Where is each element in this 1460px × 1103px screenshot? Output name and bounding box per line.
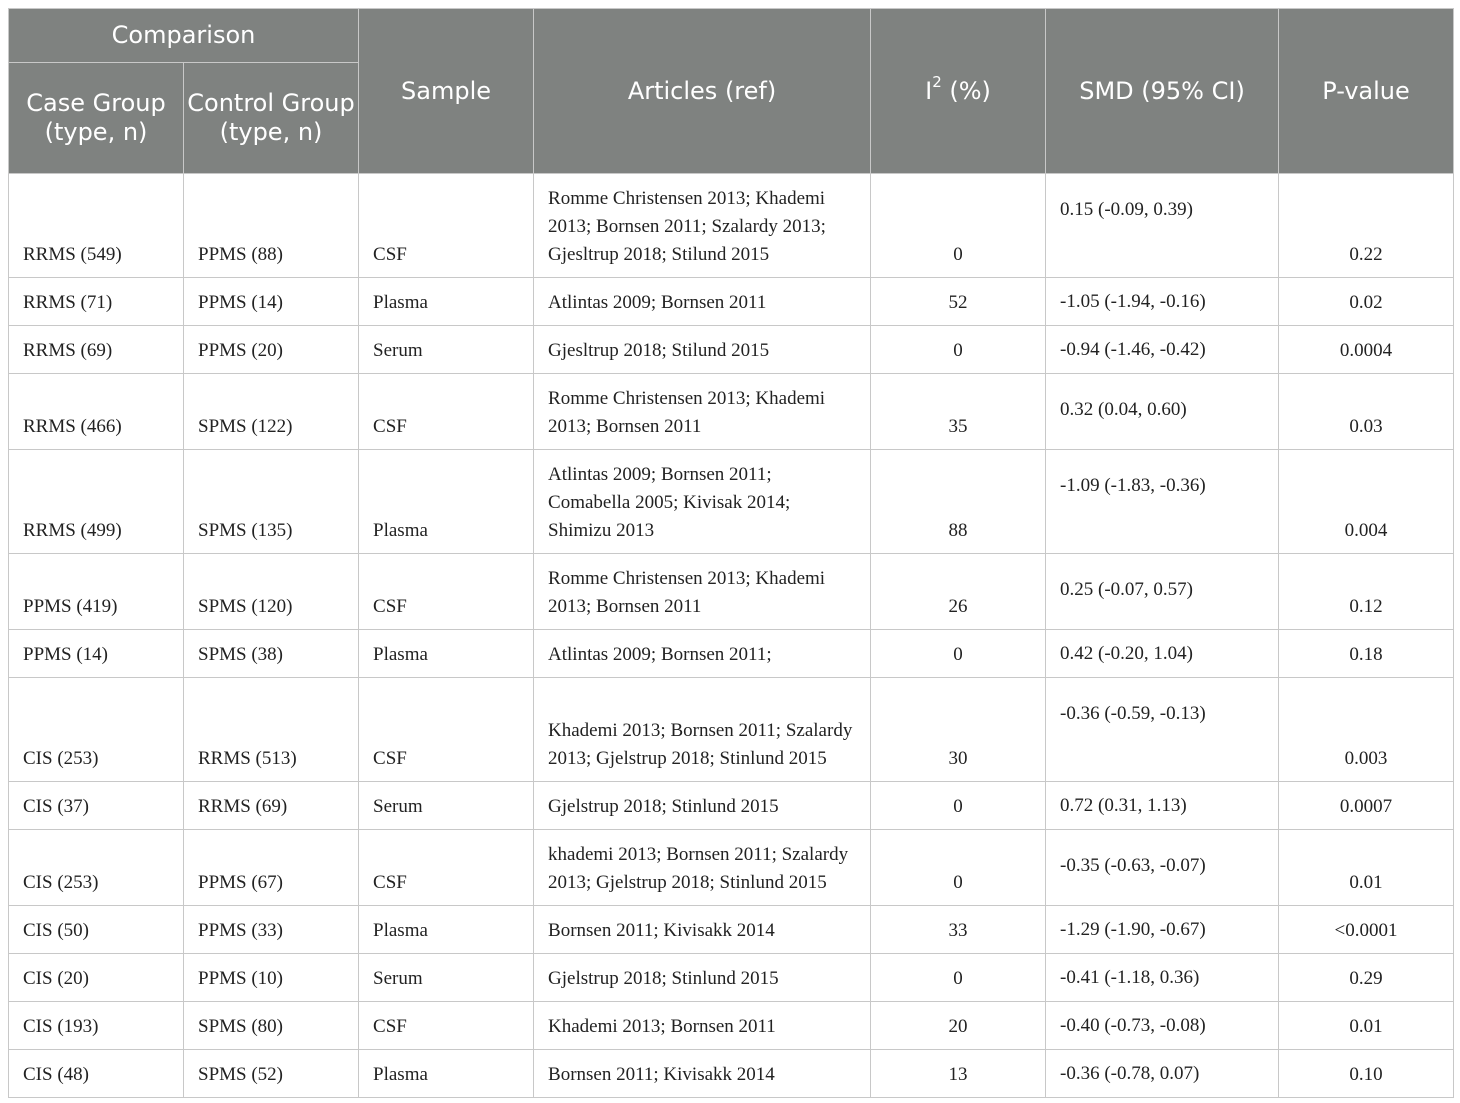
cell-p-value: 0.0007 [1279, 782, 1454, 830]
cell-i2: 33 [871, 906, 1046, 954]
header-i2-unit: (%) [941, 76, 991, 105]
cell-i2: 0 [871, 326, 1046, 374]
cell-sample: CSF [359, 554, 534, 630]
cell-smd: 0.42 (-0.20, 1.04) [1046, 630, 1279, 678]
header-case-group: Case Group (type, n) [9, 63, 184, 174]
cell-sample: Serum [359, 954, 534, 1002]
cell-articles: Atlintas 2009; Bornsen 2011; Comabella 2005; Kivisak 2014; Shimizu 2013 [534, 450, 871, 554]
cell-control: SPMS (80) [184, 1002, 359, 1050]
table-row [9, 326, 1454, 374]
cell-sample: Serum [359, 326, 534, 374]
cell-articles: Romme Christensen 2013; Khademi 2013; Bornsen 2011 [534, 554, 871, 630]
table-row [9, 830, 1454, 906]
cell-p-value: 0.004 [1279, 450, 1454, 554]
header-sample: Sample [359, 9, 534, 174]
cell-sample: Plasma [359, 278, 534, 326]
cell-p-value: 0.18 [1279, 630, 1454, 678]
cell-articles: khademi 2013; Bornsen 2011; Szalardy 2013; Gjelstrup 2018; Stinlund 2015 [534, 830, 871, 906]
cell-i2: 20 [871, 1002, 1046, 1050]
cell-sample: Serum [359, 782, 534, 830]
cell-articles: Khademi 2013; Bornsen 2011; Szalardy 2013; Gjelstrup 2018; Stinlund 2015 [534, 678, 871, 782]
cell-control: PPMS (88) [184, 174, 359, 278]
table-row [9, 954, 1454, 1002]
cell-case: RRMS (69) [9, 326, 184, 374]
cell-i2: 52 [871, 278, 1046, 326]
cell-i2: 0 [871, 954, 1046, 1002]
cell-p-value: 0.02 [1279, 278, 1454, 326]
table-row [9, 174, 1454, 278]
cell-case: CIS (193) [9, 1002, 184, 1050]
table-row [9, 450, 1454, 554]
cell-p-value: 0.12 [1279, 554, 1454, 630]
table-row [9, 554, 1454, 630]
cell-i2: 0 [871, 830, 1046, 906]
cell-sample: Plasma [359, 450, 534, 554]
cell-smd: -0.35 (-0.63, -0.07) [1046, 830, 1279, 906]
table-body [9, 174, 1454, 1098]
table-row [9, 374, 1454, 450]
meta-analysis-table [8, 8, 1454, 1098]
cell-p-value: <0.0001 [1279, 906, 1454, 954]
cell-articles: Romme Christensen 2013; Khademi 2013; Bornsen 2011 [534, 374, 871, 450]
table-header [9, 9, 1454, 174]
header-i2-superscript: 2 [932, 72, 942, 91]
cell-smd: -1.09 (-1.83, -0.36) [1046, 450, 1279, 554]
header-i2-base: I [925, 76, 933, 105]
cell-control: SPMS (135) [184, 450, 359, 554]
cell-i2: 0 [871, 174, 1046, 278]
cell-control: PPMS (33) [184, 906, 359, 954]
cell-articles: Atlintas 2009; Bornsen 2011 [534, 278, 871, 326]
cell-control: PPMS (10) [184, 954, 359, 1002]
table-row [9, 1050, 1454, 1098]
cell-i2: 26 [871, 554, 1046, 630]
cell-control: PPMS (14) [184, 278, 359, 326]
cell-control: SPMS (122) [184, 374, 359, 450]
cell-articles: Khademi 2013; Bornsen 2011 [534, 1002, 871, 1050]
cell-sample: CSF [359, 374, 534, 450]
header-i2 [871, 9, 1046, 174]
cell-case: CIS (253) [9, 678, 184, 782]
cell-sample: Plasma [359, 1050, 534, 1098]
cell-articles: Atlintas 2009; Bornsen 2011; [534, 630, 871, 678]
cell-case: CIS (50) [9, 906, 184, 954]
header-articles: Articles (ref) [534, 9, 871, 174]
cell-smd: -0.40 (-0.73, -0.08) [1046, 1002, 1279, 1050]
table-row [9, 1002, 1454, 1050]
cell-control: PPMS (67) [184, 830, 359, 906]
header-comparison: Comparison [9, 9, 359, 63]
cell-smd: -1.29 (-1.90, -0.67) [1046, 906, 1279, 954]
cell-i2: 0 [871, 782, 1046, 830]
cell-case: CIS (37) [9, 782, 184, 830]
cell-i2: 88 [871, 450, 1046, 554]
cell-case: PPMS (14) [9, 630, 184, 678]
header-control-group: Control Group (type, n) [184, 63, 359, 174]
cell-case: PPMS (419) [9, 554, 184, 630]
cell-control: RRMS (513) [184, 678, 359, 782]
cell-smd: 0.72 (0.31, 1.13) [1046, 782, 1279, 830]
cell-p-value: 0.003 [1279, 678, 1454, 782]
cell-p-value: 0.03 [1279, 374, 1454, 450]
cell-i2: 0 [871, 630, 1046, 678]
cell-case: RRMS (466) [9, 374, 184, 450]
cell-control: SPMS (52) [184, 1050, 359, 1098]
cell-articles: Gjelstrup 2018; Stinlund 2015 [534, 954, 871, 1002]
cell-p-value: 0.01 [1279, 1002, 1454, 1050]
cell-articles: Romme Christensen 2013; Khademi 2013; Bornsen 2011; Szalardy 2013; Gjesltrup 2018; Stilund 2015 [534, 174, 871, 278]
cell-sample: CSF [359, 174, 534, 278]
table-row [9, 906, 1454, 954]
table-row [9, 630, 1454, 678]
cell-smd: -0.41 (-1.18, 0.36) [1046, 954, 1279, 1002]
cell-sample: CSF [359, 678, 534, 782]
cell-control: SPMS (120) [184, 554, 359, 630]
cell-case: RRMS (499) [9, 450, 184, 554]
cell-articles: Bornsen 2011; Kivisakk 2014 [534, 906, 871, 954]
cell-smd: -0.94 (-1.46, -0.42) [1046, 326, 1279, 374]
table-row [9, 278, 1454, 326]
cell-sample: CSF [359, 830, 534, 906]
table-row [9, 678, 1454, 782]
cell-case: CIS (20) [9, 954, 184, 1002]
cell-control: PPMS (20) [184, 326, 359, 374]
cell-smd: -0.36 (-0.78, 0.07) [1046, 1050, 1279, 1098]
cell-p-value: 0.0004 [1279, 326, 1454, 374]
cell-case: CIS (48) [9, 1050, 184, 1098]
cell-sample: Plasma [359, 630, 534, 678]
cell-i2: 30 [871, 678, 1046, 782]
cell-p-value: 0.10 [1279, 1050, 1454, 1098]
header-smd: SMD (95% CI) [1046, 9, 1279, 174]
cell-smd: -1.05 (-1.94, -0.16) [1046, 278, 1279, 326]
table-row [9, 782, 1454, 830]
cell-p-value: 0.29 [1279, 954, 1454, 1002]
cell-case: CIS (253) [9, 830, 184, 906]
cell-i2: 13 [871, 1050, 1046, 1098]
cell-smd: 0.32 (0.04, 0.60) [1046, 374, 1279, 450]
cell-smd: -0.36 (-0.59, -0.13) [1046, 678, 1279, 782]
cell-sample: Plasma [359, 906, 534, 954]
cell-control: SPMS (38) [184, 630, 359, 678]
cell-articles: Gjesltrup 2018; Stilund 2015 [534, 326, 871, 374]
cell-smd: 0.25 (-0.07, 0.57) [1046, 554, 1279, 630]
header-p-value: P-value [1279, 9, 1454, 174]
cell-case: RRMS (549) [9, 174, 184, 278]
cell-articles: Gjelstrup 2018; Stinlund 2015 [534, 782, 871, 830]
cell-p-value: 0.22 [1279, 174, 1454, 278]
cell-case: RRMS (71) [9, 278, 184, 326]
cell-i2: 35 [871, 374, 1046, 450]
cell-sample: CSF [359, 1002, 534, 1050]
cell-smd: 0.15 (-0.09, 0.39) [1046, 174, 1279, 278]
cell-control: RRMS (69) [184, 782, 359, 830]
cell-p-value: 0.01 [1279, 830, 1454, 906]
cell-articles: Bornsen 2011; Kivisakk 2014 [534, 1050, 871, 1098]
